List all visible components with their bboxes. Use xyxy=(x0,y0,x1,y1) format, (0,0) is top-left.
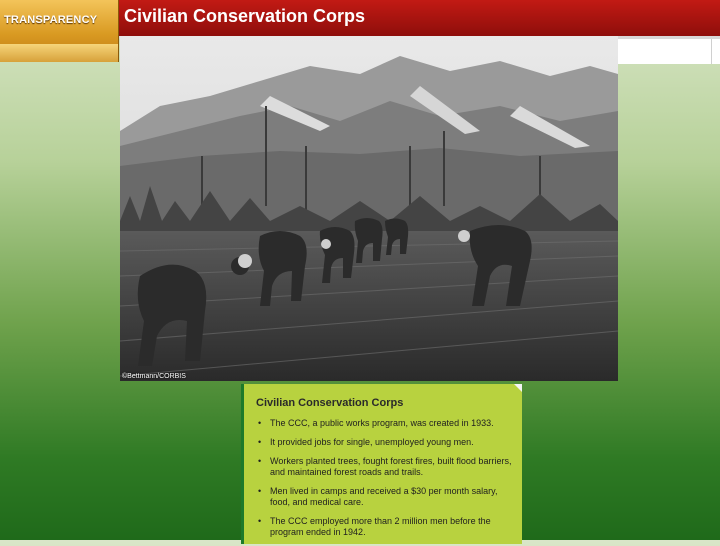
tab-label: TRANSPARENCY xyxy=(4,14,98,26)
page-title: Civilian Conservation Corps xyxy=(124,6,366,26)
info-panel xyxy=(241,384,522,544)
historical-photo xyxy=(120,36,618,381)
header-side-panel xyxy=(618,39,720,64)
transparency-tab xyxy=(0,0,119,62)
list-item: • The CCC employed more than 2 million men before the program ended in 1942. xyxy=(256,516,514,538)
list-item: • Workers planted trees, fought forest fires, built flood barriers, and maintained forest roads and trails. xyxy=(256,456,514,478)
panel-bullet-list xyxy=(256,418,514,546)
panel-title: Civilian Conservation Corps xyxy=(256,397,404,409)
list-item: • The CCC, a public works program, was created in 1933. xyxy=(256,418,514,429)
tab-ribbon xyxy=(0,44,118,62)
photo-credit: ©Bettmann/CORBIS xyxy=(122,373,186,380)
list-item: • Men lived in camps and received a $30 per month salary, food, and medical care. xyxy=(256,486,514,508)
list-item: • It provided jobs for single, unemployed young men. xyxy=(256,437,514,448)
panel-corner-fold xyxy=(514,384,522,392)
photo-image xyxy=(120,36,618,381)
